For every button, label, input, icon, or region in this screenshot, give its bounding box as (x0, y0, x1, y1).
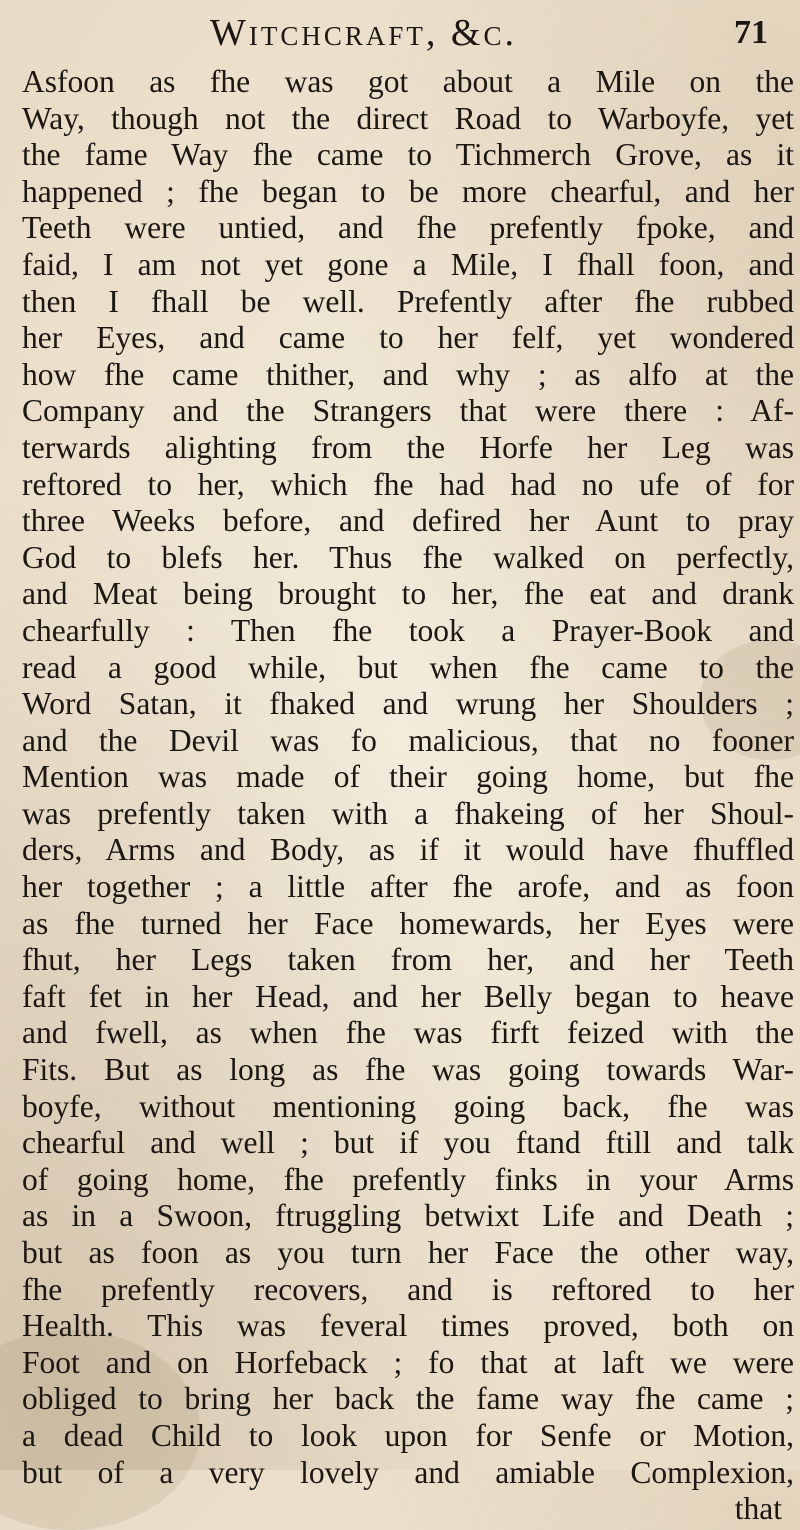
text-line: Fits. But as long as fhe was going towards War- (22, 1052, 794, 1088)
text-line: happened ; fhe began to be more chearful, and her (22, 173, 794, 209)
text-line: chearful and well ; but if you ftand ftill and talk (22, 1125, 794, 1161)
text-line: ders, Arms and Body, as if it would have fhuffled (22, 832, 794, 868)
text-line: then I fhall be well. Prefently after fhe rubbed (22, 283, 794, 319)
text-line: of going home, fhe prefently finks in your Arms (22, 1161, 794, 1197)
text-line: read a good while, but when fhe came to the (22, 649, 794, 685)
text-line: as fhe turned her Face homewards, her Eyes were (22, 905, 794, 941)
text-line: obliged to bring her back the fame way fhe came ; (22, 1381, 794, 1417)
text-line: God to blefs her. Thus fhe walked on perfectly, (22, 539, 794, 575)
text-line: and the Devil was fo malicious, that no fooner (22, 722, 794, 758)
text-line: Word Satan, it fhaked and wrung her Shoulders ; (22, 686, 794, 722)
running-head (0, 8, 800, 58)
text-line: how fhe came thither, and why ; as alfo at the (22, 356, 794, 392)
text-line: reftored to her, which fhe had had no ufe of for (22, 466, 794, 502)
text-line: a dead Child to look upon for Senfe or Motion, (22, 1417, 794, 1453)
running-title: Witchcraft, &c. (210, 12, 517, 54)
text-line: that (734, 1491, 782, 1527)
text-line: boyfe, without mentioning going back, fhe was (22, 1088, 794, 1124)
text-line: fhe prefently recovers, and is reftored to her (22, 1271, 794, 1307)
text-line: but of a very lovely and amiable Complexion, (22, 1454, 794, 1490)
text-line: chearfully : Then fhe took a Prayer-Book and (22, 612, 794, 648)
text-line: as in a Swoon, ftruggling betwixt Life and Death ; (22, 1198, 794, 1234)
text-line: three Weeks before, and defired her Aunt to pray (22, 503, 794, 539)
text-line: faft fet in her Head, and her Belly began to heave (22, 978, 794, 1014)
text-line: faid, I am not yet gone a Mile, I fhall foon, and (22, 246, 794, 282)
text-line: Company and the Strangers that were there : Af- (22, 393, 794, 429)
text-line: Asfoon as fhe was got about a Mile on the (22, 64, 794, 99)
text-line: Mention was made of their going home, but fhe (22, 759, 794, 795)
page-number: 71 (734, 14, 768, 51)
text-line: but as foon as you turn her Face the other way, (22, 1235, 794, 1270)
text-line: Health. This was feveral times proved, both on (22, 1308, 794, 1344)
text-line: Way, though not the direct Road to Warboyfe, yet (22, 100, 794, 136)
text-line: was prefently taken with a fhakeing of her Shoul- (22, 795, 794, 831)
body-text (22, 64, 794, 1528)
text-line: terwards alighting from the Horfe her Leg was (22, 429, 794, 465)
text-line: and fwell, as when fhe was firft feized with the (22, 1015, 794, 1051)
text-line: Foot and on Horfeback ; fo that at laft we were (22, 1344, 794, 1380)
text-line: and Meat being brought to her, fhe eat and drank (22, 576, 794, 612)
text-line: her together ; a little after fhe arofe, and as foon (22, 869, 794, 905)
text-line: Teeth were untied, and fhe prefently fpoke, and (22, 210, 794, 246)
text-line: her Eyes, and came to her felf, yet wondered (22, 320, 794, 356)
text-line: the fame Way fhe came to Tichmerch Grove, as it (22, 137, 794, 173)
text-line: fhut, her Legs taken from her, and her Teeth (22, 942, 794, 978)
